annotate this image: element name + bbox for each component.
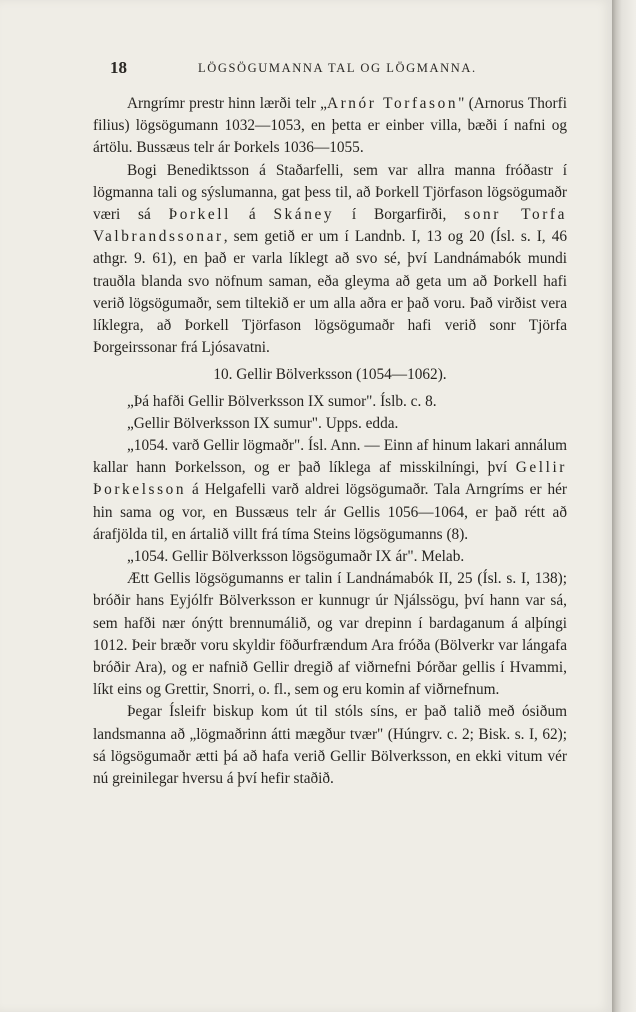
section-heading bbox=[93, 364, 567, 386]
text-run: „1054. varð Gellir lögmaðr". Ísl. Ann. — Einn af hinum lakari annálum kallar hann Þorkelsson, og er það líklega af misskilníngi, því bbox=[93, 437, 567, 477]
spaced-name: Þorkell bbox=[168, 206, 231, 224]
text-run: „Þá hafði Gellir Bölverksson IX sumor". Íslb. c. 8. bbox=[127, 392, 437, 410]
paragraph bbox=[93, 435, 567, 546]
spaced-name: Arnór Torfason bbox=[326, 95, 459, 112]
paragraph bbox=[93, 568, 567, 701]
paragraph bbox=[93, 413, 567, 435]
body-text bbox=[93, 93, 567, 790]
text-run: Arngrímr prestr hinn lærði telr „ bbox=[127, 95, 327, 112]
text-run: „1054. Gellir Bölverksson lögsögumaðr IX ár". Melab. bbox=[127, 548, 465, 566]
page-number: 18 bbox=[110, 58, 127, 77]
spaced-name: sonr Torfa Valbrandssonar bbox=[93, 206, 568, 246]
page-edge-shadow bbox=[612, 0, 636, 1012]
spaced-name: Skáney bbox=[273, 206, 335, 224]
text-run: á bbox=[231, 206, 274, 224]
paragraph bbox=[93, 546, 567, 568]
text-run: " (Arnorus Thorfi filius) lögsögumann 1032—1053, en þetta er einber villa, bæði í nafni og ártölu. Bussæus telr ár Þorkels 1036—1055. bbox=[93, 95, 567, 157]
text-run: „Gellir Bölverksson IX sumur". Upps. edda. bbox=[127, 414, 399, 432]
paragraph bbox=[93, 93, 567, 160]
paragraph bbox=[93, 391, 567, 413]
text-run: 10. Gellir Bölverksson (1054—1062). bbox=[213, 366, 447, 384]
paragraph bbox=[93, 160, 567, 360]
paragraph bbox=[93, 701, 567, 790]
text-run: Bogi Benediktsson á Staðarfelli, sem var allra manna fróðastr í lögmanna tali og sýslumanna, gat þess til, að Þorkell Tjörfason lögsögumaðr væri sá bbox=[93, 161, 567, 224]
text-run: í Borgarfirði, bbox=[334, 206, 465, 224]
text-run: á Helgafelli varð aldrei lögsögumaðr. Tala Arngríms er hér hin sama og vor, en Bussæus telr ár Gellis 1056—1064, er það rétt að árafjölda til, en ártalið villt frá tíma Steins lögsögumanns (8). bbox=[93, 481, 567, 543]
text-run: , sem getið er um í Landnb. I, 13 og 20 (Ísl. s. I, 46 athgr. 9. 61), en það er varla líklegt að svo sé, því Landnámabók mundi trauðla blanda svo nöfnum saman, eða gleyma að geta um að Þorkell hafi verið lögsögumaðr, sem tiltekið er um alla aðra er það voru. Það virðist vera líklegra, að Þorkell Tjörfason lögsögumaðr hafi verið sonr Tjörfa Þorgeirssonar frá Ljósavatni. bbox=[93, 228, 567, 357]
spaced-name: Gellir Þorkelsson bbox=[93, 459, 567, 499]
running-title: LÖGSÖGUMANNA TAL OG LÖGMANNA. bbox=[198, 61, 477, 75]
page-header bbox=[110, 58, 580, 80]
text-run: Ætt Gellis lögsögumanns er talin í Landnámabók II, 25 (Ísl. s. I, 138); bróðir hans Eyjólfr Bölverksson er kunnugr úr Njálssögu, því hann var sá, sem hafði nær ónýtt brennumálið, og var drepinn í bardaganum á alþíngi 1012. Þeir bræðr voru skyldir föðurfrændum Ara fróða (Bölverkr var lángafa bróðir Ara), og er nafnið Gellir dregið af viðrnefni Þórðar gellis í Hvammi, líkt eins og Grettir, Snorri, o. fl., sem og eru komin af viðrnefnum. bbox=[93, 570, 567, 699]
text-run: Þegar Ísleifr biskup kom út til stóls síns, er það talið með ósiðum landsmanna að „lögmaðrinn átti mægður tvær" (Húngrv. c. 2; Bisk. s. I, 62); sá lögsögumaðr ætti þá að hafa verið Gellir Bölverksson, en ekki vitum vér nú greinilegar hversu á því hefir staðið. bbox=[93, 703, 567, 788]
